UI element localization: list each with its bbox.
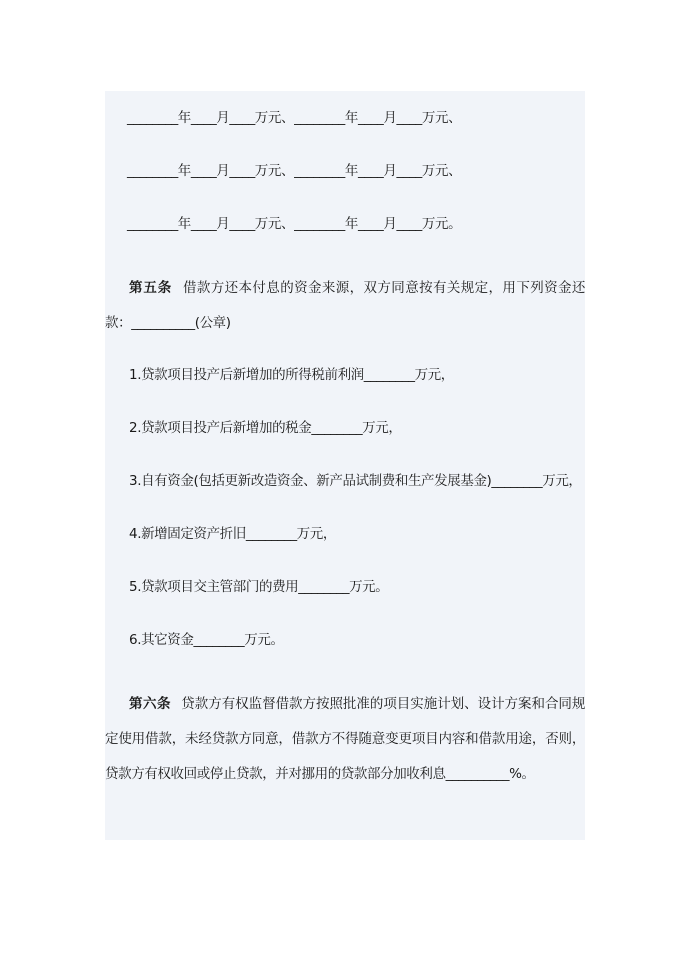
list-item-4[interactable]: 4.新增固定资产折旧________万元， xyxy=(129,526,336,542)
list-item-3[interactable]: 3.自有资金(包括更新改造资金、新产品试制费和生产发展基金)________万元， xyxy=(129,473,582,489)
list-item-5[interactable]: 5.贷款项目交主管部门的费用________万元。 xyxy=(129,579,389,595)
article-five-paragraph[interactable] xyxy=(105,271,585,341)
fill-row-1[interactable]: ________年____月____万元、________年____月____万元、 xyxy=(127,110,462,126)
spacer-after-fill-rows xyxy=(105,251,585,271)
list-item-2[interactable]: 2.贷款项目投产后新增加的税金________万元， xyxy=(129,420,402,436)
article-five-body: 借款方还本付息的资金来源，双方同意按有关规定，用下列资金还款：__________(公章) xyxy=(105,280,585,331)
article-six-body: 贷款方有权监督借款方按照批准的项目实施计划、设计方案和合同规定使用借款，未经贷款方同意，借款方不得随意变更项目内容和借款用途，否则，贷款方有权收回或停止贷款，并对挪用的贷款部分加收利息__________%。 xyxy=(105,696,586,782)
article-six-marker: 第六条 xyxy=(129,696,171,712)
spacer-before-article-six xyxy=(105,667,585,687)
fill-row-2[interactable]: ________年____月____万元、________年____月____万元、 xyxy=(127,163,462,179)
list-item-6[interactable]: 6.其它资金________万元。 xyxy=(129,632,284,648)
article-six-paragraph[interactable] xyxy=(105,687,585,792)
fill-row-3[interactable]: ________年____月____万元、________年____月____万元。 xyxy=(127,216,462,232)
funding-source-list xyxy=(105,349,585,667)
selected-text-block[interactable] xyxy=(105,91,585,840)
article-five-marker: 第五条 xyxy=(129,280,173,296)
list-item-1[interactable]: 1.贷款项目投产后新增加的所得税前利润________万元， xyxy=(129,367,454,383)
fill-rows-group xyxy=(105,91,585,251)
spacer-after-article-five-intro xyxy=(105,341,585,349)
